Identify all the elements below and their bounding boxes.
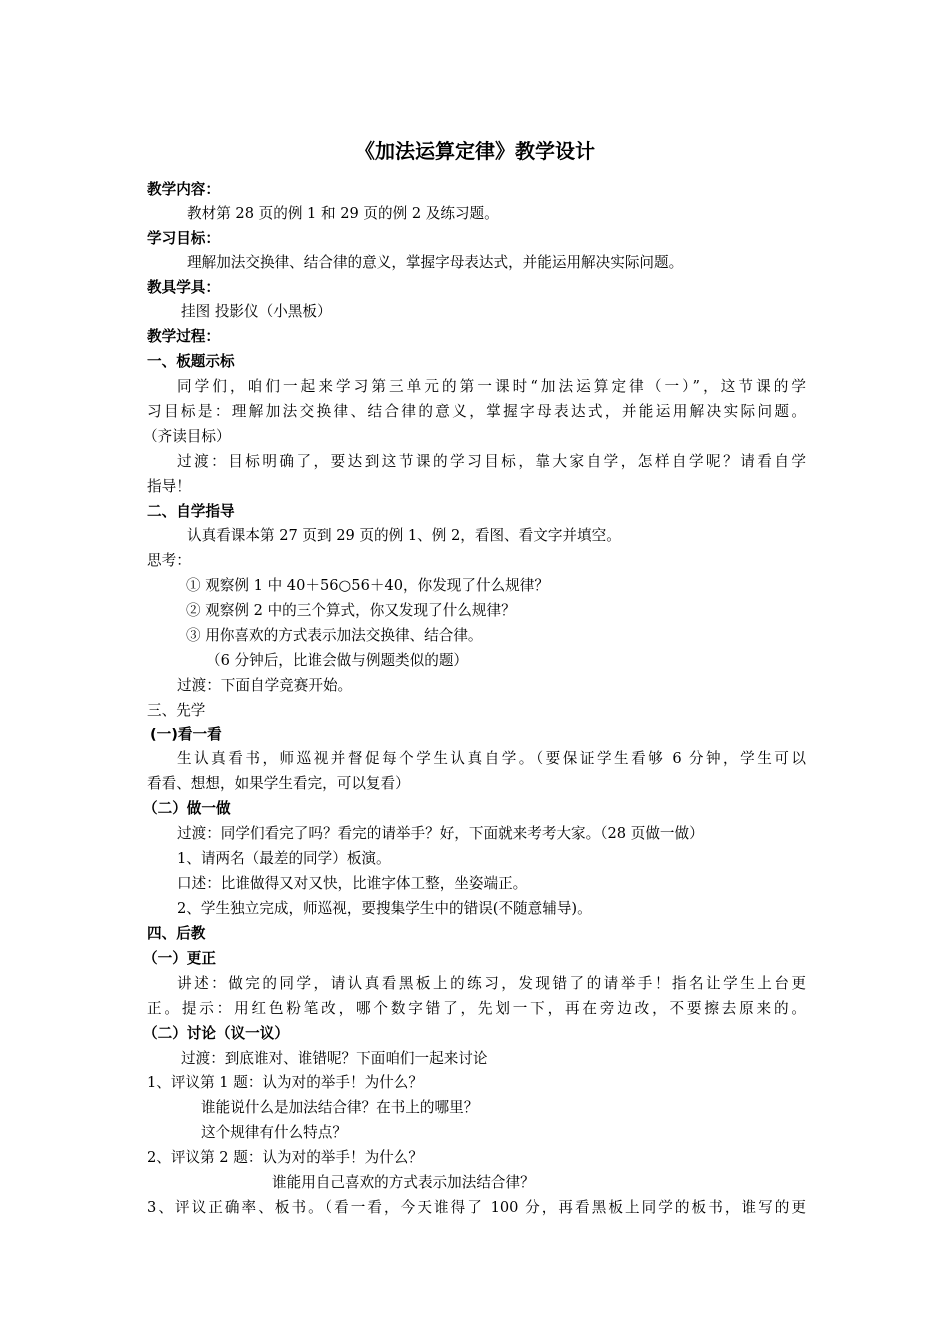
subsection-heading: (一)看一看 — [150, 726, 222, 743]
paragraph-line: 谁能用自己喜欢的方式表示加法结合律？ — [272, 1174, 535, 1191]
paragraph-line: 教材第 28 页的例 1 和 29 页的例 2 及练习题。 — [187, 205, 499, 222]
heading-teaching-process: 教学过程： — [147, 328, 220, 345]
heading-learning-goals: 学习目标： — [147, 230, 220, 247]
paragraph-line: 同学们，咱们一起来学习第三单元的第一课时“加法运算定律（一）”，这节课的学 — [177, 378, 806, 395]
paragraph-line: 理解加法交换律、结合律的意义，掌握字母表达式，并能运用解决实际问题。 — [187, 254, 684, 271]
paragraph-line: 1、请两名（最差的同学）板演。 — [177, 850, 391, 867]
paragraph-line: （齐读目标） — [143, 428, 231, 445]
paragraph-line: 习目标是：理解加法交换律、结合律的意义，掌握字母表达式，并能运用解决实际问题。 — [147, 403, 806, 420]
subsection-heading: （一）更正 — [143, 950, 216, 967]
paragraph-line: 正。提示：用红色粉笔改，哪个数字错了，先划一下，再在旁边改，不要擦去原来的。 — [147, 1000, 806, 1017]
list-item: ① 观察例 1 中 40＋56○56＋40，你发现了什么规律？ — [186, 577, 549, 594]
paragraph-line: 思考： — [147, 552, 191, 569]
paragraph-line: 过渡：目标明确了，要达到这节课的学习目标，靠大家自学，怎样自学呢？请看自学 — [177, 453, 806, 470]
heading-teaching-aids: 教具学具： — [147, 279, 220, 296]
paragraph-line: 看看、想想，如果学生看完，可以复看） — [147, 775, 410, 792]
paragraph-line: 挂图 投影仪（小黑板） — [181, 303, 332, 320]
paragraph-line: 过渡：下面自学竞赛开始。 — [177, 677, 353, 694]
subsection-heading: （二）讨论（议一议） — [143, 1025, 289, 1042]
section-heading-3: 三、先学 — [147, 702, 206, 719]
paragraph-line: 这个规律有什么特点？ — [201, 1124, 347, 1141]
paragraph-line: 过渡：同学们看完了吗？看完的请举手？好，下面就来考考大家。（28 页做一做） — [177, 825, 704, 842]
paragraph-line: 3、评议正确率、板书。（看一看，今天谁得了 100 分，再看黑板上同学的板书，谁写的更 — [147, 1199, 806, 1216]
paragraph-line: 口述：比谁做得又对又快，比谁字体工整，坐姿端正。 — [177, 875, 528, 892]
paragraph-line: 1、评议第 1 题：认为对的举手！为什么？ — [147, 1074, 423, 1091]
paragraph-line: 生认真看书，师巡视并督促每个学生认真自学。（要保证学生看够 6 分钟，学生可以 — [177, 750, 806, 767]
paragraph-line: 指导！ — [147, 478, 191, 495]
paragraph-line: 过渡：到底谁对、谁错呢？下面咱们一起来讨论 — [181, 1050, 488, 1067]
section-heading-1: 一、板题示标 — [147, 353, 235, 370]
subsection-heading: （二）做一做 — [143, 800, 231, 817]
paragraph-line: 2、学生独立完成，师巡视，要搜集学生中的错误(不随意辅导)。 — [177, 900, 592, 917]
document-title: 《加法运算定律》教学设计 — [355, 139, 595, 163]
heading-teaching-content: 教学内容： — [147, 181, 220, 198]
section-heading-4: 四、后教 — [147, 925, 206, 942]
section-heading-2: 二、自学指导 — [147, 503, 235, 520]
paragraph-line: 讲述：做完的同学，请认真看黑板上的练习，发现错了的请举手！指名让学生上台更 — [177, 975, 806, 992]
list-item: ② 观察例 2 中的三个算式，你又发现了什么规律？ — [186, 602, 516, 619]
paragraph-line: （6 分钟后，比谁会做与例题类似的题） — [206, 652, 469, 669]
paragraph-line: 认真看课本第 27 页到 29 页的例 1、例 2，看图、看文字并填空。 — [187, 527, 621, 544]
paragraph-line: 2、评议第 2 题：认为对的举手！为什么？ — [147, 1149, 423, 1166]
list-item: ③ 用你喜欢的方式表示加法交换律、结合律。 — [186, 627, 483, 644]
paragraph-line: 谁能说什么是加法结合律？在书上的哪里？ — [201, 1099, 479, 1116]
